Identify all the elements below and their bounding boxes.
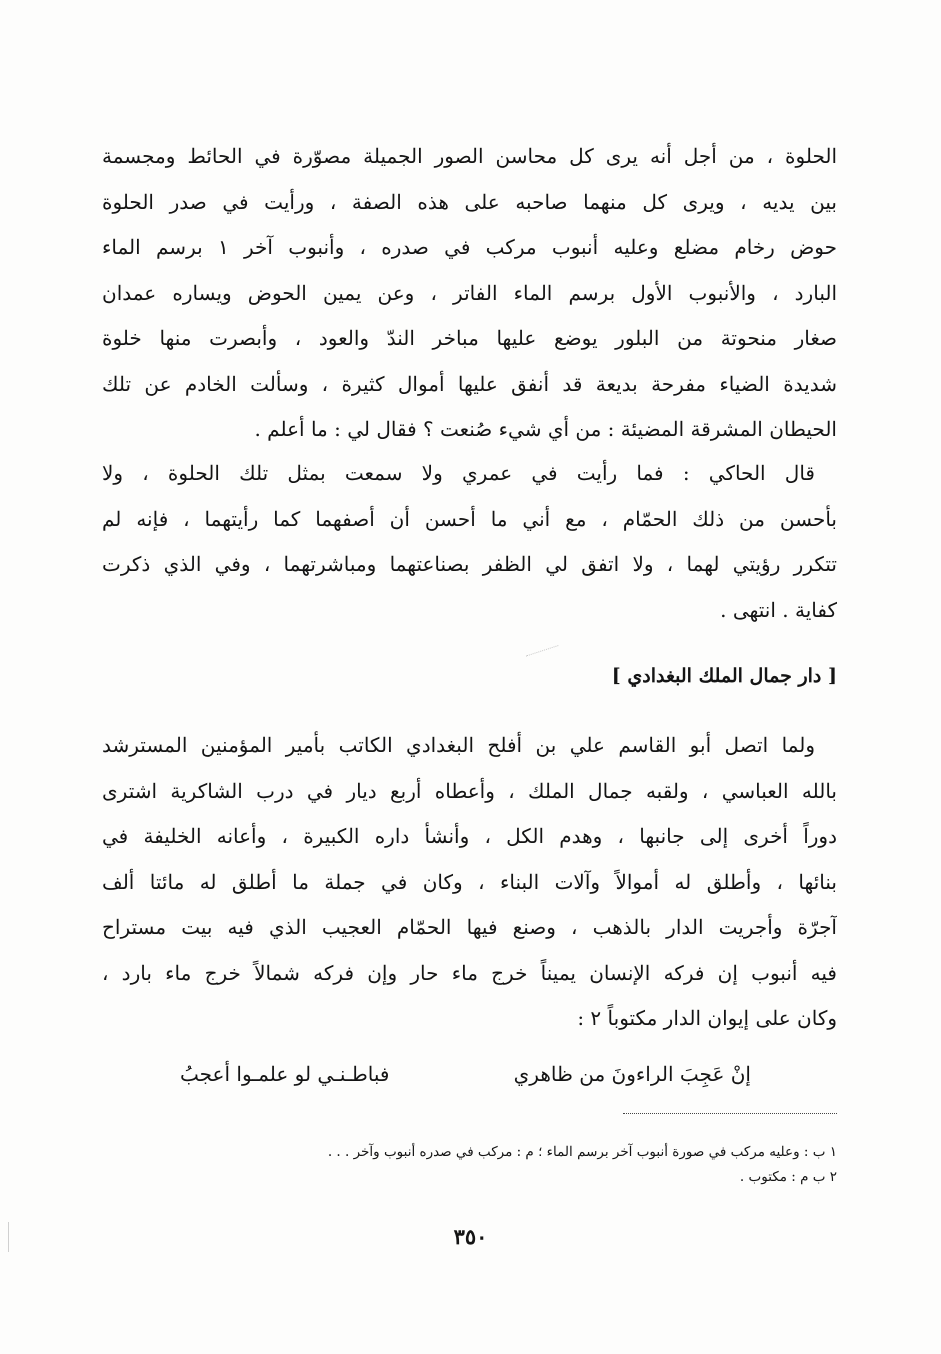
footnotes: [98, 1140, 837, 1190]
text-line: ولما اتصل أبو القاسم علي بن أفلح البغدادي الكاتب بأمير المؤمنين المسترشد: [102, 733, 815, 757]
paragraph-1: [102, 134, 837, 453]
text-line: بأحسن من ذلك الحمّام ، مع أني ما أحسن أن أصفهما كما رأيتهما ، فإنه لم: [102, 506, 837, 531]
verse-second-hemistich: فباطـنـي لو علمـوا أعجبُ: [180, 1062, 390, 1086]
text-line: كفاية . انتهى .: [720, 597, 837, 622]
page-number: ٣٥٠: [453, 1224, 488, 1249]
text-line: قال الحاكي : فما رأيت في عمري ولا سمعت بمثل تلك الحلوة ، ولا: [102, 461, 815, 485]
paragraph-3: [102, 723, 837, 1042]
text-line: بالله العباسي ، ولقبه جمال الملك ، وأعطاه أربع ديار في درب الشاكرية اشترى: [102, 778, 837, 803]
section-heading: [ دار جمال الملك البغدادي ]: [611, 665, 837, 687]
text-line: وكان على إيوان الدار مكتوباً ٢ :: [577, 1006, 837, 1030]
text-line: صغار منحوتة من البلور يوضع عليها مباخر الندّ والعود ، وأبصرت منها خلوة: [102, 326, 837, 350]
text-line: بنائها ، وأطلق له أموالاً وآلات البناء ، وكان في جملة ما أطلق له مائتا ألف: [102, 869, 837, 894]
text-line: دوراً أخرى إلى جانبها ، وهدم الكل ، وأنشأ داره الكبيرة ، وأعانه الخليفة في: [102, 824, 837, 848]
text-line: شديدة الضياء مفرحة بديعة قد أنفق عليها أموال كثيرة ، وسألت الخادم عن تلك: [102, 371, 837, 396]
scan-speck: [526, 645, 562, 668]
text-line: البارد ، والأنبوب الأول برسم الماء الفاتر ، وعن يمين الحوض ويساره عمدان: [102, 280, 837, 305]
footnote: ٢ ب م : مكتوب .: [739, 1169, 837, 1185]
text-line: حوض رخام مضلع وعليه أنبوب مركب في صدره ، وأنبوب آخر ١ برسم الماء: [102, 235, 837, 259]
footnote: ١ ب : وعليه مركب في صورة أنبوب آخر برسم الماء ؛ م : مركب في صدره أنبوب وآخر . . .: [327, 1144, 837, 1160]
scan-edge-mark: [8, 1222, 9, 1252]
text-line: بين يديه ، ويرى كل منهما صاحبه على هذه الصفة ، ورأيت في صدر الحلوة: [102, 189, 837, 214]
text-line: الحيطان المشرقة المضيئة : من أي شيء صُنعت ؟ فقال لي : ما أعلم .: [254, 417, 837, 441]
text-line: تتكرر رؤيتي لهما ، ولا اتفق لي الظفر بصناعتهما ومباشرتهما ، وفي الذي ذكرت: [102, 552, 837, 576]
text-line: آجرّة وأجريت الدار بالذهب ، وصنع فيها الحمّام العجيب الذي فيه بيت مستراح: [102, 915, 837, 939]
text-line: الحلوة ، من أجل أنه يرى كل محاسن الصور الجميلة مصوّرة في الحائط ومجسمة: [102, 144, 837, 168]
paragraph-2: [102, 451, 837, 633]
text-line: فيه أنبوب إن فركه الإنسان يميناً خرج ماء حار وإن فركه شمالاً خرج ماء بارد ،: [102, 960, 837, 985]
footnote-divider: [623, 1113, 837, 1114]
verse-first-hemistich: إنْ عَجِبَ الراءونَ من ظاهري: [513, 1062, 751, 1086]
